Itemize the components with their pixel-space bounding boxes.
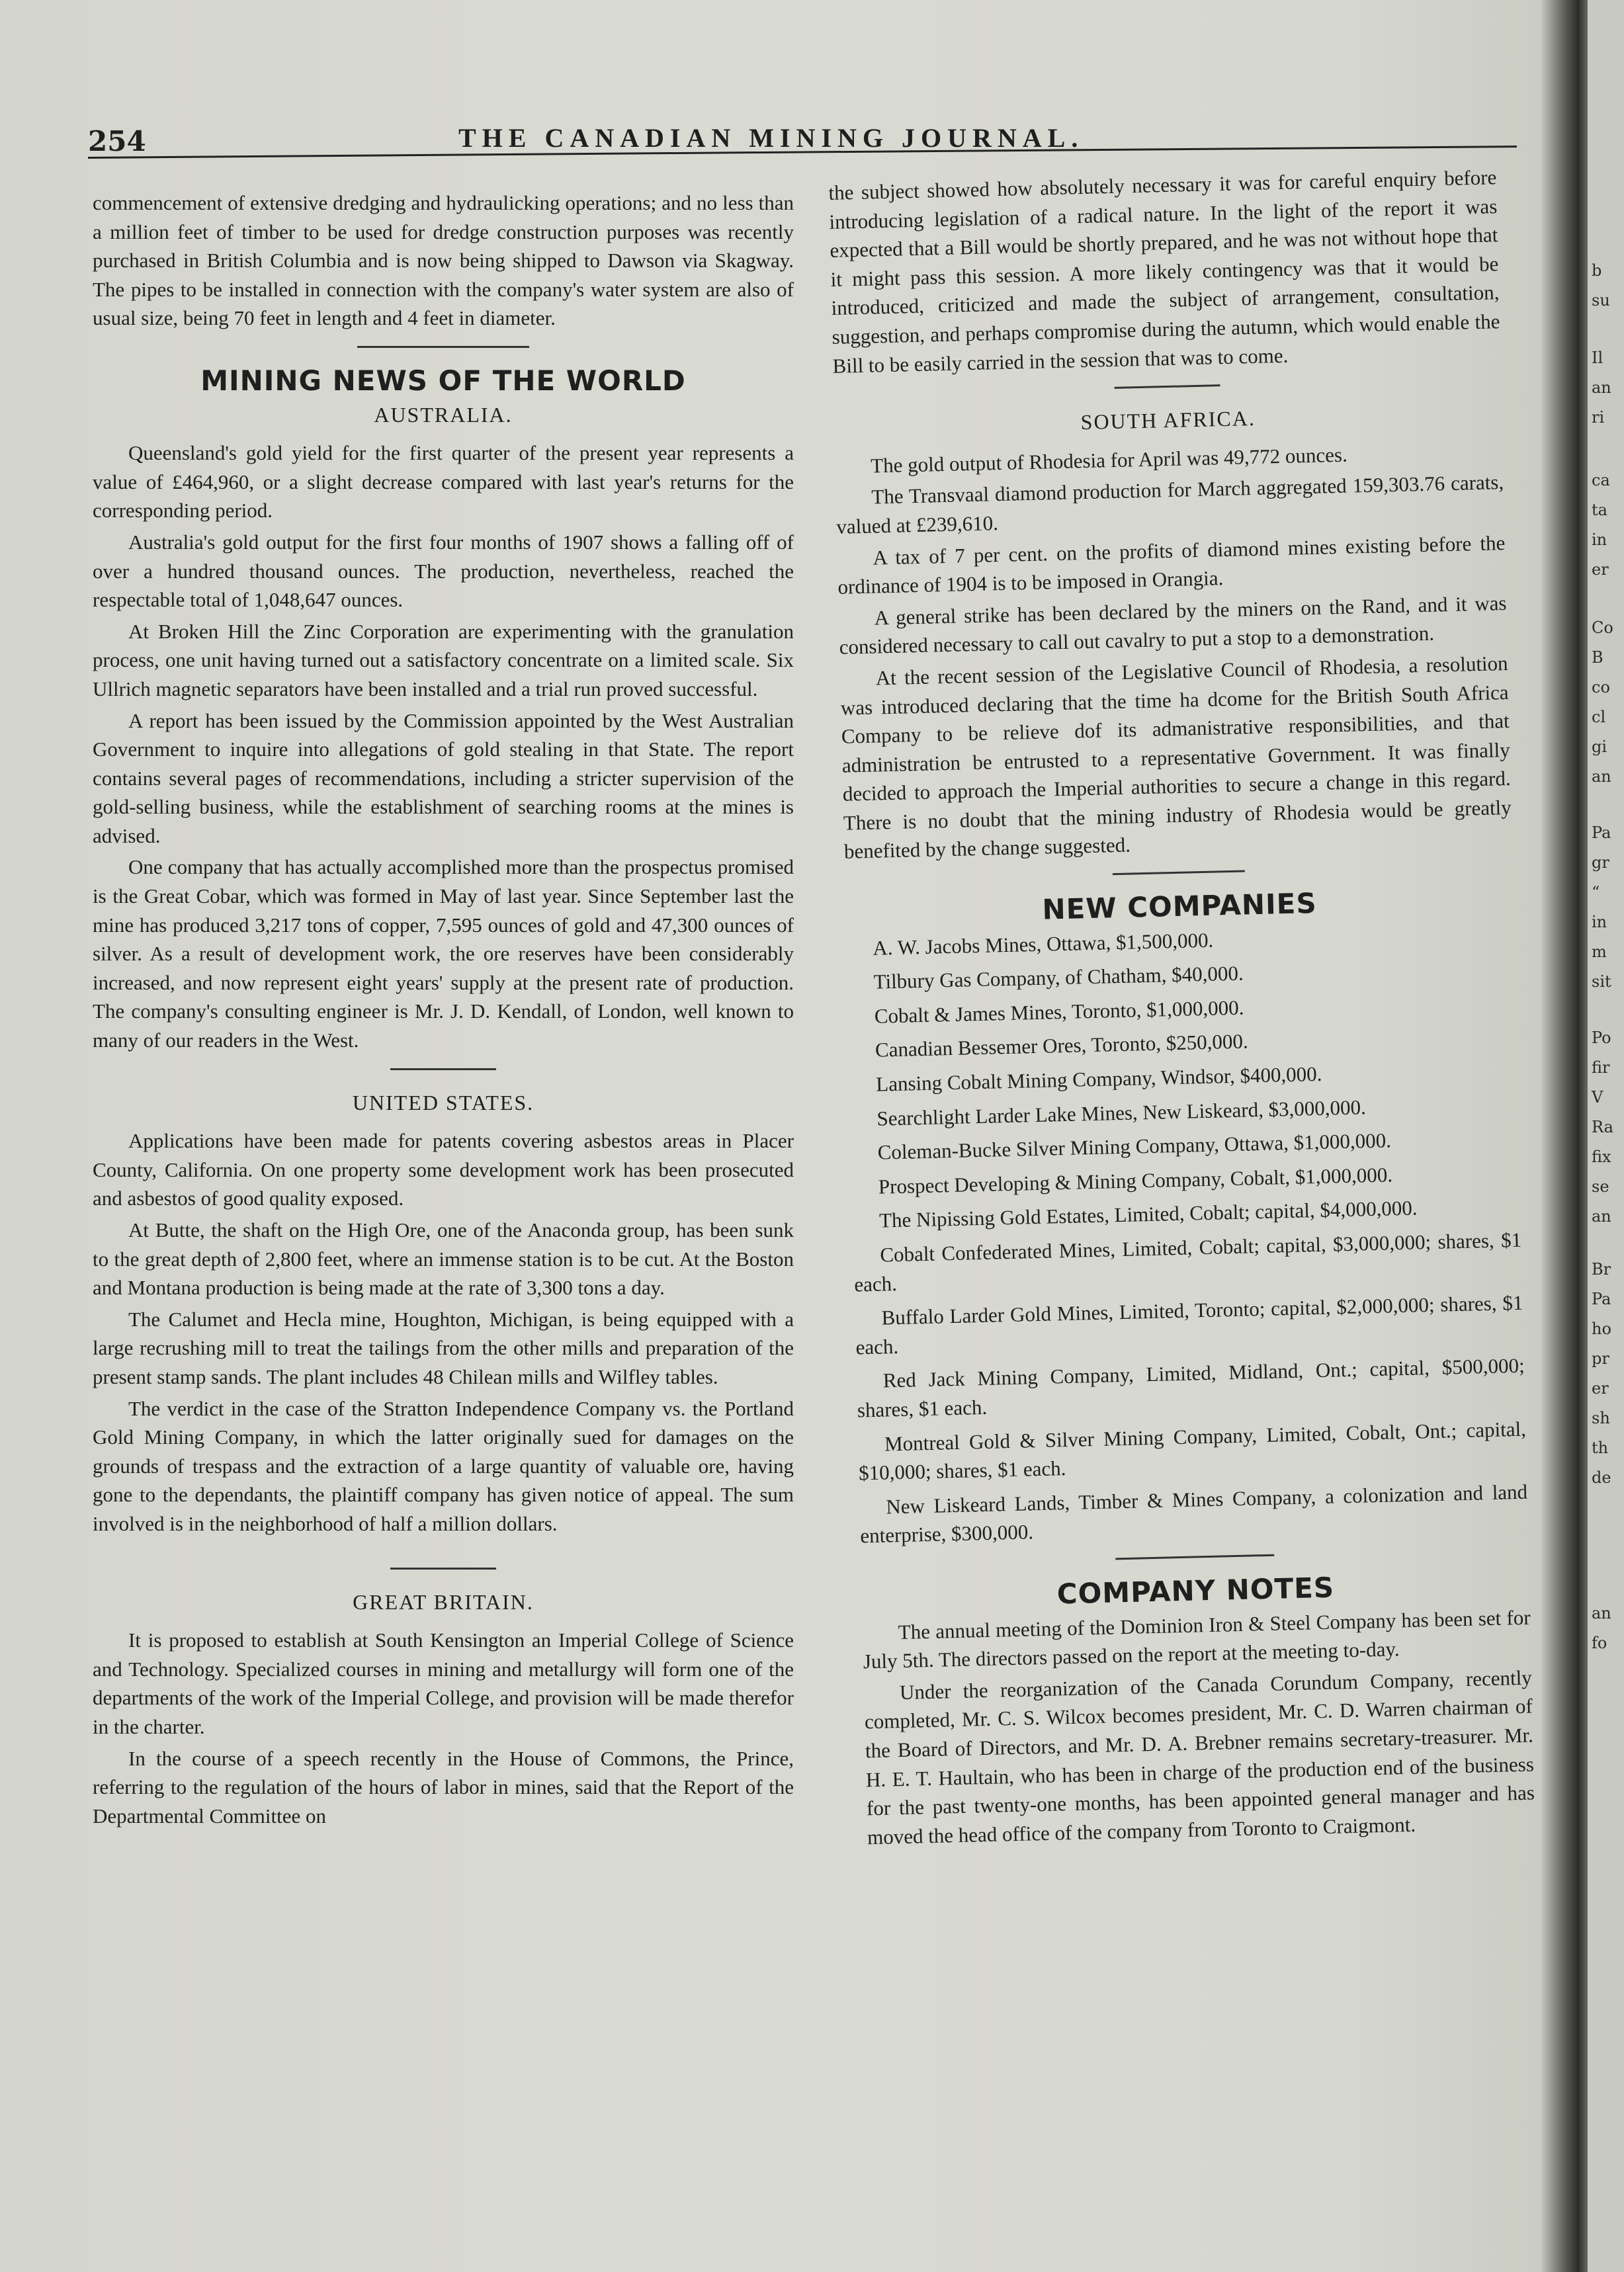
section-heading-company-notes: COMPANY NOTES — [1056, 1571, 1335, 1611]
company-listing: Lansing Cobalt Mining Company, Windsor, $400,000. — [875, 1062, 1322, 1096]
company-listing: A. W. Jacobs Mines, Ottawa, $1,500,000. — [873, 928, 1214, 960]
paragraph: The gold output of Rhodesia for April was 49,772 ounces. — [870, 442, 1348, 478]
paragraph: At Butte, the shaft on the High Ore, one of the Anaconda group, has been sunk to the great depth of 2,800 feet, where an immense station is to be cut. At the Boston and Montana production is being made at the rate of 3,300 tons a day. — [93, 1218, 794, 1300]
facing-page-fragment: an — [1592, 767, 1611, 786]
paragraph: In the course of a speech recently in the House of Commons, the Prince, referring to the regulation of the hours of labor in mines, said that the Report of the Departmental Committee on — [93, 1746, 794, 1828]
paragraph: One company that has actually accomplished more than the prospectus promised is the Great Cobar, which was formed in May of last year. Since September last the mine has produced 3,217 tons of copper, 7,595 ounces of gold and 47,300 ounces of silver. As a result of development work, the ore reserves have been considerably increased, and now represent eight years' supply at the present rate of production. The company's consulting engineer is Mr. J. D. Kendall, of London, well known to many of our readers in the West. — [93, 855, 794, 1052]
facing-page-fragment: fo — [1592, 1634, 1607, 1652]
facing-page-fragment: pr — [1592, 1349, 1609, 1368]
facing-page-fragment: b — [1592, 261, 1602, 280]
page-number: 254 — [88, 125, 146, 157]
section-divider — [357, 346, 529, 348]
section-divider — [390, 1068, 496, 1070]
subheading-australia: AUSTRALIA. — [374, 402, 513, 427]
section-divider — [390, 1568, 496, 1570]
company-listing: Cobalt & James Mines, Toronto, $1,000,000. — [874, 995, 1244, 1028]
facing-page-fragment: Il — [1592, 349, 1603, 367]
facing-page-fragment: Pa — [1592, 1290, 1611, 1308]
company-listing: Prospect Developing & Mining Company, Cobalt, $1,000,000. — [878, 1163, 1393, 1199]
facing-page-fragment: ho — [1592, 1320, 1611, 1338]
section-divider — [1115, 1554, 1274, 1560]
facing-page-fragment: th — [1592, 1439, 1609, 1457]
facing-page-fragment: cl — [1592, 708, 1606, 726]
facing-page-fragment: an — [1592, 1604, 1611, 1622]
facing-page-fragment: Co — [1592, 618, 1613, 637]
paragraph: The annual meeting of the Dominion Iron & Steel Company has been set for July 5th. The directors passed on the report at the meeting to-day. — [863, 1605, 1531, 1673]
facing-page-fragment: co — [1592, 678, 1610, 696]
facing-page-fragment: Pa — [1592, 823, 1611, 842]
facing-page-fragment: Br — [1592, 1260, 1611, 1279]
company-listing: Buffalo Larder Gold Mines, Limited, Toronto; capital, $2,000,000; shares, $1 each. — [855, 1290, 1523, 1359]
company-listing: Canadian Bessemer Ores, Toronto, $250,000. — [875, 1029, 1249, 1062]
paragraph: The verdict in the case of the Stratton Independence Company vs. the Portland Gold Mining Company, in which the latter originally sued for damages on the grounds of trespass and the extraction of a large quantity of valuable ore, having gone to the dependants, the plaintiff company has given notice of appeal. The sum involved is in the neighborhood of half a million dollars. — [93, 1396, 794, 1535]
facing-page-fragment: in — [1592, 913, 1607, 931]
facing-page-fragment: de — [1592, 1468, 1611, 1487]
facing-page-fragment: B — [1592, 648, 1603, 667]
facing-page-fragment: er — [1592, 560, 1609, 579]
facing-page-fragment: ca — [1592, 471, 1610, 489]
company-listing: Tilbury Gas Company, of Chatham, $40,000. — [873, 961, 1244, 993]
subheading-great-britain: GREAT BRITAIN. — [353, 1589, 534, 1614]
facing-page-fragment: V — [1592, 1088, 1603, 1107]
subheading-south-africa: SOUTH AFRICA. — [1080, 406, 1256, 435]
paragraph: Queensland's gold yield for the first quarter of the present year represents a value of £464,960, or a slight decrease compared with last year's returns for the corresponding period. — [93, 441, 794, 523]
paragraph: Under the reorganization of the Canada Corundum Company, recently completed, Mr. C. S. Wilcox becomes president, Mr. C. D. Warren chairman of the Board of Directors, and Mr. D. A. Brebner remains secretary-treasurer. Mr. H. E. T. Haultain, who has been in charge of the production end of the business for the past twenty-one months, has been appointed general manager and has moved the head office of the company from Toronto to Craigmont. — [864, 1665, 1535, 1849]
facing-page-fragment: Ra — [1592, 1118, 1613, 1136]
book-gutter — [1541, 0, 1588, 2272]
paragraph: Australia's gold output for the first four months of 1907 shows a falling off of over a hundred thousand ounces. The production, nevertheless, reached the respectable total of 1,048,647 ounces. — [93, 530, 794, 612]
facing-page-fragment: “ — [1592, 883, 1600, 902]
facing-page-fragment: fix — [1592, 1148, 1611, 1166]
facing-page-fragment: se — [1592, 1177, 1609, 1196]
journal-title: THE CANADIAN MINING JOURNAL. — [458, 123, 1084, 153]
paragraph: A tax of 7 per cent. on the profits of diamond mines existing before the ordinance of 1904 is to be imposed in Orangia. — [837, 530, 1506, 599]
paragraph: The Transvaal diamond production for March aggregated 159,303.76 carats, valued at £239,610. — [835, 470, 1504, 538]
facing-page-fragment: er — [1592, 1379, 1609, 1398]
company-listing: The Nipissing Gold Estates, Limited, Cobalt; capital, $4,000,000. — [878, 1196, 1418, 1233]
facing-page-fragment: gi — [1592, 737, 1607, 756]
paragraph: Applications have been made for patents covering asbestos areas in Placer County, California. On one property some development work has been prosecuted and asbestos of good quality exposed. — [93, 1129, 794, 1210]
intro-paragraph: commencement of extensive dredging and hydraulicking operations; and no less than a million feet of timber to be used for dredge construction purposes was recently purchased in British Columbia and is now being shipped to Dawson via Skagway. The pipes to be installed in connection with the company's water system are also of usual size, being 70 feet in length and 4 feet in diameter. — [93, 191, 794, 330]
paragraph: The Calumet and Hecla mine, Houghton, Michigan, is being equipped with a large recrushing mill to treat the tailings from the other mills and preparation of the present stamp sands. The plant includes 48 Chilean mills and Wilfley tables. — [93, 1307, 794, 1388]
company-listing: Searchlight Larder Lake Mines, New Liskeard, $3,000,000. — [876, 1095, 1367, 1130]
page-header — [88, 122, 1517, 162]
facing-page-fragment: ri — [1592, 408, 1605, 427]
paragraph: A general strike has been declared by the miners on the Rand, and it was considered necessary to call out cavalry to put a stop to a demonstration. — [839, 591, 1507, 659]
facing-page-fragment: an — [1592, 1207, 1611, 1226]
paragraph: It is proposed to establish at South Kensington an Imperial College of Science and Technology. Specialized courses in mining and metallurgy will form one of the departments of the work of the Imperial College, and provision will be made therefor in the charter. — [93, 1628, 794, 1738]
facing-page-fragment: gr — [1592, 853, 1609, 872]
facing-page-fragment: ta — [1592, 501, 1607, 519]
section-divider — [1115, 384, 1220, 389]
facing-page-fragment: su — [1592, 291, 1610, 310]
facing-page-fragment: sh — [1592, 1409, 1610, 1427]
company-listing: Montreal Gold & Silver Mining Company, Limited, Cobalt, Ont.; capital, $10,000; shares, $1 each. — [858, 1417, 1527, 1485]
continuation-paragraph: the subject showed how absolutely necessary it was for careful enquiry before introducing legislation of a radical nature. In the light of the report it was expected that a Bill would be shortly prepared, and he was not without hope that it might pass this session. A more likely contingency was that it would be introduced, criticized and made the subject of arrangement, consultation, suggestion, and perhaps compromise during the autumn, which would enable the Bill to be easily carried in the session that was to come. — [828, 165, 1500, 378]
company-listing: Coleman-Bucke Silver Mining Company, Ottawa, $1,000,000. — [877, 1128, 1392, 1164]
facing-page-fragment: m — [1592, 943, 1607, 961]
left-column — [93, 189, 794, 1833]
paragraph: At Broken Hill the Zinc Corporation are experimenting with the granulation process, one unit having turned out a satisfactory concentrate on a limited scale. Six Ullrich magnetic separators have been installed and a trial run proved successful. — [93, 619, 794, 700]
facing-page-fragment: fir — [1592, 1058, 1610, 1077]
facing-page-edge — [1588, 0, 1624, 2272]
paragraph: A report has been issued by the Commission appointed by the West Australian Government to inquire into allegations of gold stealing in that State. The report contains several pages of recommendations, including a stricter supervision of the gold-selling business, while the establishment of searching rooms at the mines is advised. — [93, 708, 794, 847]
paragraph: At the recent session of the Legislative Council of Rhodesia, a resolution was introduced declaring that the time ha dcome for the British South Africa Company to be relieve dof its admanistrative responsibilities, and that administration be entrusted to a representative Government. It was finally decided to approach the Imperial authorities to secure a change in this regard. There is no doubt that the mining industry of Rhodesia would be greatly benefited by the change suggested. — [840, 651, 1512, 864]
section-divider — [1113, 870, 1245, 876]
company-listing: Cobalt Confederated Mines, Limited, Cobalt; capital, $3,000,000; shares, $1 each. — [853, 1228, 1522, 1296]
right-column — [828, 163, 1535, 1854]
company-listing: New Liskeard Lands, Timber & Mines Company, a colonization and land enterprise, $300,000. — [859, 1480, 1528, 1548]
section-heading-mining-news: MINING NEWS OF THE WORLD — [200, 364, 686, 397]
subheading-united-states: UNITED STATES. — [352, 1090, 534, 1115]
facing-page-fragment: an — [1592, 378, 1611, 397]
section-heading-new-companies: NEW COMPANIES — [1041, 886, 1318, 926]
facing-page-fragment: sit — [1592, 972, 1611, 991]
facing-page-fragment: in — [1592, 530, 1607, 549]
company-listing: Red Jack Mining Company, Limited, Midland, Ont.; capital, $500,000; shares, $1 each. — [857, 1354, 1525, 1422]
facing-page-fragment: Po — [1592, 1029, 1611, 1047]
